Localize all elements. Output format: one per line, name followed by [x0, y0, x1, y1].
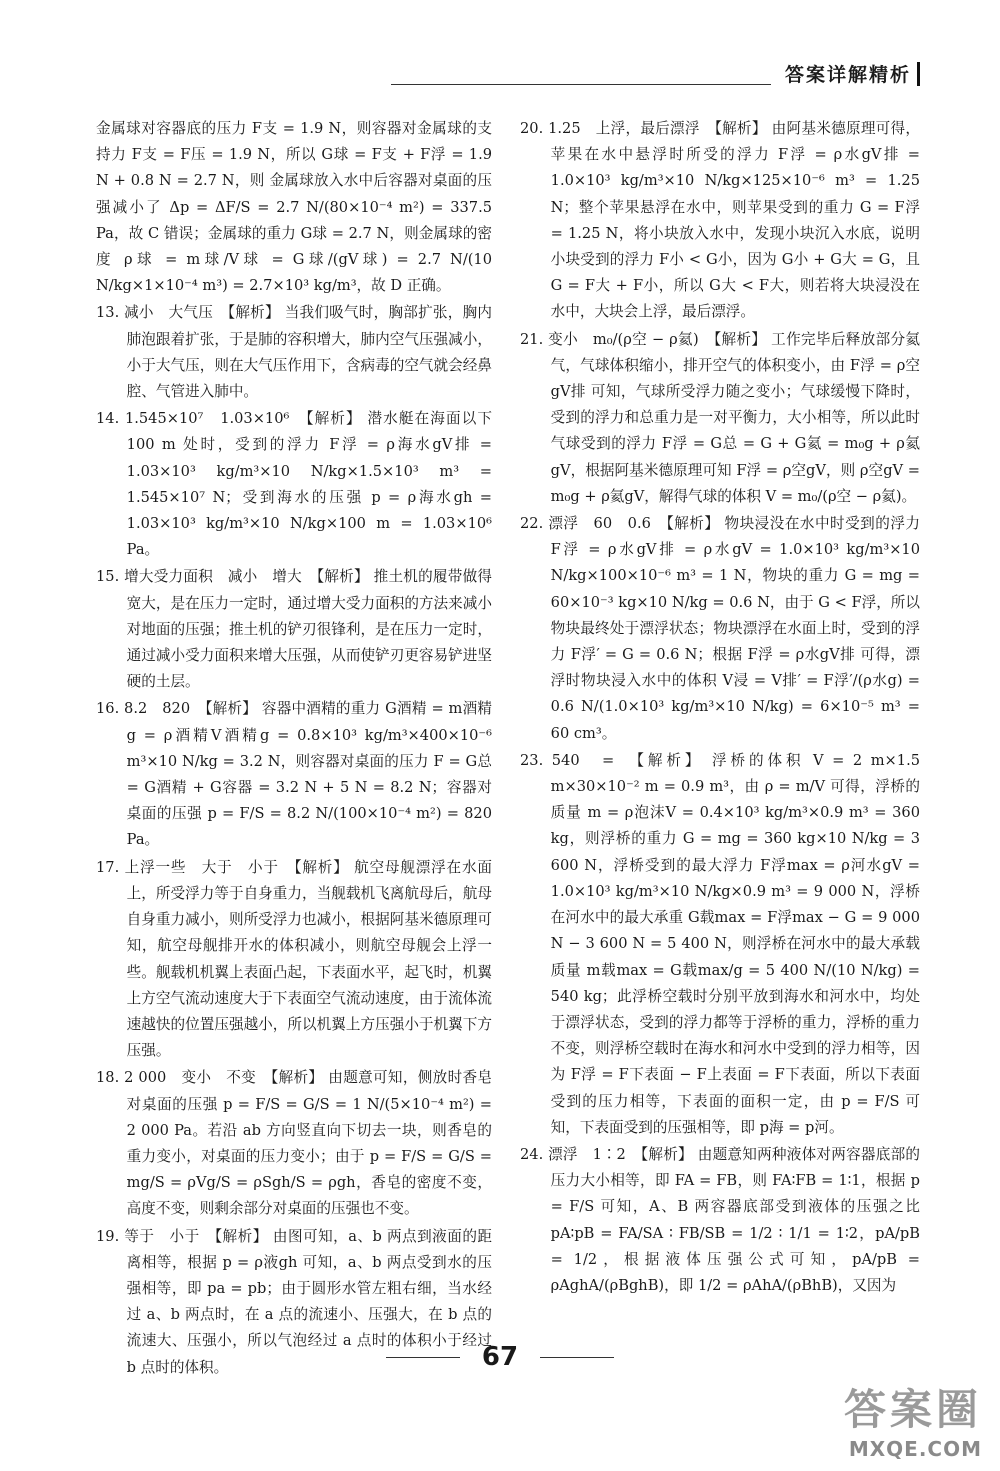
page-footer	[0, 1342, 1000, 1372]
page-number: 67	[481, 1342, 519, 1372]
left-column	[96, 116, 492, 1382]
header-rule	[391, 84, 771, 85]
answer-item-21: 21. 变小 m₀/(ρ空 − ρ氦) 【解析】 工作完毕后释放部分氦气，气球体积缩小，排开空气的体积变小，由 F浮 = ρ空gV排 可知，气球所受浮力随之变小；气球缓慢下降时，受到的浮力和总重力是一对平衡力，大小相等，所以此时气球受到的浮力 F浮 = G总 = G + G氦 = m₀g + ρ氦gV，根据阿基米德原理可知 F浮 = ρ空gV，则 ρ空gV = m₀g + ρ氦gV，解得气球的体积 V = m₀/(ρ空 − ρ氦)。	[520, 330, 920, 505]
footer-rule-right	[540, 1357, 614, 1358]
answer-item-13: 13. 减小 大气压 【解析】 当我们吸气时，胸部扩张，胸内肺泡跟着扩张，于是肺的容积增大，肺内空气压强减小，小于大气压，则在大气压作用下，含病毒的空气就会经鼻腔、气管进入肺中。	[96, 304, 492, 401]
answer-item-16: 16. 8.2 820 【解析】 容器中酒精的重力 G酒精 = m酒精g = ρ酒精V酒精g = 0.8×10³ kg/m³×400×10⁻⁶ m³×10 N/kg = 3.2 N，则容器对桌面的压力 F = G总 = G酒精 + G容器 = 3.2 N + 5 N = 8.2 N；容器对桌面的压强 p = F/S = 8.2 N/(100×10⁻⁴ m²) = 820 Pa。	[96, 700, 492, 849]
site-watermark	[844, 1377, 982, 1461]
watermark-brand: 答案圈	[843, 1385, 982, 1434]
page-header	[391, 60, 920, 87]
footer-rule-left	[386, 1357, 460, 1358]
answer-item-23: 23. 540 = 【解析】 浮桥的体积 V = 2 m×1.5 m×30×10⁻² m = 0.9 m³，由 ρ = m/V 可得，浮桥的质量 m = ρ泡沫V = 0.4×10³ kg/m³×0.9 m³ = 360 kg，则浮桥的重力 G = mg = 360 kg×10 N/kg = 3 600 N，浮桥受到的最大浮力 F浮max = ρ河水gV = 1.0×10³ kg/m³×10 N/kg×0.9 m³ = 9 000 N，浮桥在河水中的最大承重 G载max = F浮max − G = 9 000 N − 3 600 N = 5 400 N，则浮桥在河水中的最大承载质量 m载max = G载max/g = 5 400 N/(10 N/kg) = 540 kg；此浮桥空载时分别平放到海水和河水中，均处于漂浮状态，受到的浮力都等于浮桥的重力，浮桥的重力不变，则浮桥空载时在海水和河水中受到的浮力相等，因为 F浮 = F下表面 − F上表面 = F下表面，所以下表面受到的压力相等，下表面的面积一定，由 p = F/S 可知，下表面受到的压强相等，即 p海 = p河。	[520, 751, 920, 1136]
answer-item-19: 19. 等于 小于 【解析】 由图可知，a、b 两点到液面的距离相等，根据 p = ρ液gh 可知，a、b 两点受到水的压强相等，即 pa = pb；由于圆形水管左粗右细，当水经过 a、b 两点时，在 a 点的流速小、压强大，在 b 点的流速大、压强小，所以气泡经过 a 点时的体积小于经过 b 点时的体积。	[96, 1227, 492, 1376]
answer-paragraph: 金属球对容器底的压力 F支 = 1.9 N，则容器对金属球的支持力 F支 = F压 = 1.9 N，所以 G球 = F支 + F浮 = 1.9 N + 0.8 N = 2.7 N，则 金属球放入水中后容器对桌面的压强减小了 Δp = ΔF/S = 2.7 N/(80×10⁻⁴ m²) = 337.5 Pa，故 C 错误；金属球的重力 G球 = 2.7 N，则金属球的密度 ρ球 = m球/V球 = G球/(gV球) = 2.7 N/(10 N/kg×1×10⁻⁴ m³) = 2.7×10³ kg/m³，故 D 正确。	[96, 120, 492, 295]
answer-item-14: 14. 1.545×10⁷ 1.03×10⁶ 【解析】 潜水艇在海面以下 100 m 处时，受到的浮力 F浮 = ρ海水gV排 = 1.03×10³ kg/m³×10 N/kg×1.5×10³ m³ = 1.545×10⁷ N；受到海水的压强 p = ρ海水gh = 1.03×10³ kg/m³×10 N/kg×100 m = 1.03×10⁶ Pa。	[96, 410, 492, 559]
answer-item-17: 17. 上浮一些 大于 小于 【解析】 航空母舰漂浮在水面上，所受浮力等于自身重力，当舰载机飞离航母后，航母自身重力减小，则所受浮力也减小，根据阿基米德原理可知，航空母舰排开水的体积减小，则航空母舰会上浮一些。舰载机机翼上表面凸起，下表面水平，起飞时，机翼上方空气流动速度大于下表面空气流动速度，由于流体流速越快的位置压强越小，所以机翼上方压强小于机翼下方压强。	[96, 858, 492, 1060]
answer-item-18: 18. 2 000 变小 不变 【解析】 由题意可知，侧放时香皂对桌面的压强 p = F/S = G/S = 1 N/(5×10⁻⁴ m²) = 2 000 Pa。若沿 ab 方向竖直向下切去一块，则香皂的重力变小，对桌面的压力变小；由于 p = F/S = G/S = mg/S = ρVg/S = ρSgh/S = ρgh，香皂的密度不变，高度不变，则剩余部分对桌面的压强也不变。	[96, 1069, 492, 1218]
answer-item-24: 24. 漂浮 1∶2 【解析】 由题意知两种液体对两容器底部的压力大小相等，即 FA = FB，则 FA∶FB = 1∶1，根据 p = F/S 可知，A、B 两容器底部受到液体的压强之比 pA∶pB = FA/SA ∶ FB/SB = 1/2 ∶ 1/1 = 1∶2，pA/pB = 1/2，根据液体压强公式可知，pA/pB = ρAghA/(ρBghB)，即 1/2 = ρAhA/(ρBhB)，又因为	[520, 1145, 920, 1294]
header-title: 答案详解精析	[784, 64, 911, 86]
answer-item-22: 22. 漂浮 60 0.6 【解析】 物块浸没在水中时受到的浮力 F浮 = ρ水gV排 = ρ水gV = 1.0×10³ kg/m³×10 N/kg×100×10⁻⁶ m³ = 1 N，物块的重力 G = mg = 60×10⁻³ kg×10 N/kg = 0.6 N，由于 G < F浮，所以物块最终处于漂浮状态；物块漂浮在水面上时，受到的浮力 F浮′ = G = 0.6 N；根据 F浮 = ρ水gV排 可得，漂浮时物块浸入水中的体积 V浸 = V排′ = F浮′/(ρ水g) = 0.6 N/(1.0×10³ kg/m³×10 N/kg) = 6×10⁻⁵ m³ = 60 cm³。	[520, 515, 920, 742]
answer-item-15: 15. 增大受力面积 减小 增大 【解析】 推土机的履带做得宽大，是在压力一定时，通过增大受力面积的方法来减小对地面的压强；推土机的铲刃很锋利，是在压力一定时，通过减小受力面积来增大压强，从而使铲刃更容易铲进坚硬的土层。	[96, 568, 492, 691]
answer-item-20: 20. 1.25 上浮，最后漂浮 【解析】 由阿基米德原理可得，苹果在水中悬浮时所受的浮力 F浮 = ρ水gV排 = 1.0×10³ kg/m³×10 N/kg×125×10⁻⁶ m³ = 1.25 N；整个苹果悬浮在水中，则苹果受到的重力 G = F浮 = 1.25 N，将小块放入水中，发现小块沉入水底，说明小块受到的浮力 F小 < G小，因为 G小 + G大 = G，且 G = F大 + F小，所以 G大 < F大，则若将大块浸没在水中，大块会上浮，最后漂浮。	[520, 120, 920, 321]
watermark-url: MXQE.COM	[848, 1437, 982, 1461]
right-column	[520, 116, 920, 1300]
header-bracket	[917, 62, 920, 86]
